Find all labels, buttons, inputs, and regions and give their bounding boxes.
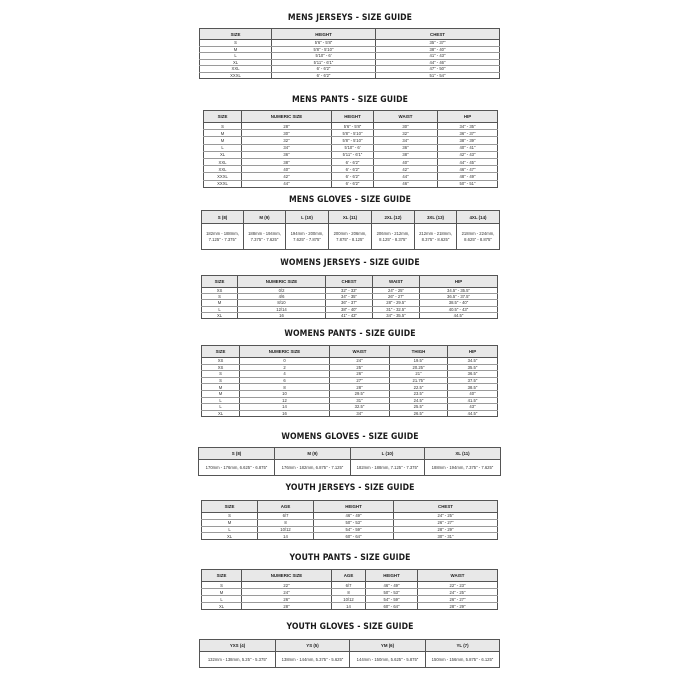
- table-cell: XS: [202, 288, 238, 294]
- table-cell: XS: [202, 358, 240, 365]
- table-cell: 24.5": [390, 397, 448, 404]
- table-cell: 38": [242, 158, 332, 165]
- table-cell: 21.75": [390, 377, 448, 384]
- table-cell: 12: [240, 397, 330, 404]
- table-cell: 34.5" - 35.5": [420, 288, 498, 294]
- table-cell: 6' - 6'2": [332, 173, 374, 180]
- table-cell: 38" - 40": [326, 306, 373, 312]
- table-cell: 32.5": [330, 404, 390, 411]
- womens-jerseys-column-header: CHEST: [326, 276, 373, 288]
- table-cell: 42": [374, 166, 438, 173]
- youth-gloves-column-header: YS (5): [276, 640, 350, 652]
- table-cell: 19.5": [390, 358, 448, 365]
- table-row: [202, 582, 498, 589]
- womens-gloves-header-row: [199, 448, 501, 460]
- womens-jerseys-title: WOMENS JERSEYS - SIZE GUIDE: [280, 258, 420, 268]
- mens-pants-column-header: HEIGHT: [332, 111, 374, 123]
- table-cell: 200mm - 206mm, 7.875" - 8.125": [329, 224, 372, 250]
- table-cell: 28": [330, 384, 390, 391]
- table-cell: 50" - 51": [438, 180, 498, 187]
- table-cell: 42": [242, 173, 332, 180]
- table-cell: S: [202, 294, 238, 300]
- table-cell: 16: [238, 312, 326, 318]
- table-row: [204, 130, 498, 137]
- table-cell: 31": [330, 397, 390, 404]
- womens-pants-column-header: NUMERIC SIZE: [240, 346, 330, 358]
- mens-jerseys-column-header: SIZE: [200, 29, 272, 40]
- table-cell: 170mm - 176mm, 6.625" - 6.875": [199, 460, 275, 476]
- table-cell: S: [202, 377, 240, 384]
- table-cell: L: [202, 397, 240, 404]
- table-cell: 188mm - 194mm, 7.375" - 7.625": [244, 224, 286, 250]
- mens-gloves-column-header: XL (11): [329, 211, 372, 224]
- table-cell: 26" - 27": [418, 596, 498, 603]
- table-row: [202, 224, 500, 250]
- table-cell: 6/7: [332, 582, 366, 589]
- table-cell: 28" - 29": [418, 603, 498, 610]
- table-cell: 31" - 32.5": [373, 306, 420, 312]
- youth-gloves-column-header: YL (7): [426, 640, 500, 652]
- mens-jerseys-header-row: [200, 29, 500, 40]
- table-cell: 132mm - 138mm, 5.25" - 5.375": [200, 652, 276, 668]
- table-cell: 50" - 53": [314, 519, 394, 526]
- table-cell: 5'8" - 5'10": [332, 137, 374, 144]
- table-cell: 41" - 43": [326, 312, 373, 318]
- table-cell: 176mm - 182mm, 6.875" - 7.125": [275, 460, 351, 476]
- table-cell: 25": [330, 364, 390, 371]
- table-cell: M: [204, 137, 242, 144]
- table-row: [204, 144, 498, 151]
- table-cell: 6' - 6'2": [332, 180, 374, 187]
- table-cell: L: [202, 404, 240, 411]
- mens-pants-header-row: [204, 111, 498, 123]
- table-cell: 41" - 43": [376, 53, 500, 60]
- youth-jerseys-title: YOUTH JERSEYS - SIZE GUIDE: [285, 483, 415, 493]
- table-cell: 8: [240, 384, 330, 391]
- table-cell: S: [202, 582, 242, 589]
- table-cell: 46" - 49": [314, 513, 394, 520]
- table-cell: 21": [390, 371, 448, 378]
- mens-pants-title: MENS PANTS - SIZE GUIDE: [292, 95, 408, 105]
- table-cell: 26": [330, 371, 390, 378]
- table-cell: 22.5": [390, 384, 448, 391]
- table-cell: 4: [240, 371, 330, 378]
- youth-jerseys-column-header: AGE: [258, 501, 314, 513]
- table-cell: 8: [258, 519, 314, 526]
- table-cell: 41.5": [448, 397, 498, 404]
- table-row: [202, 377, 498, 384]
- table-cell: 24" - 25": [418, 589, 498, 596]
- table-cell: 36" - 37": [438, 130, 498, 137]
- youth-jerseys-column-header: CHEST: [394, 501, 498, 513]
- table-cell: 10/12: [258, 526, 314, 533]
- womens-gloves-table: [198, 447, 501, 476]
- table-cell: 24": [330, 358, 390, 365]
- table-row: [202, 390, 498, 397]
- table-cell: L: [202, 526, 258, 533]
- table-cell: M: [204, 130, 242, 137]
- table-cell: 10: [240, 390, 330, 397]
- table-row: [204, 151, 498, 158]
- table-cell: 40": [448, 390, 498, 397]
- table-cell: 182mm - 188mm, 7.125" - 7.375": [202, 224, 244, 250]
- womens-pants-table: [201, 345, 498, 417]
- table-cell: 36": [242, 151, 332, 158]
- table-row: [204, 173, 498, 180]
- mens-pants-column-header: HIP: [438, 111, 498, 123]
- table-cell: 44" - 46": [376, 59, 500, 66]
- table-cell: 37.5": [448, 377, 498, 384]
- table-row: [204, 166, 498, 173]
- table-cell: 34": [330, 410, 390, 417]
- table-row: [202, 533, 498, 540]
- table-cell: 40" - 41": [438, 144, 498, 151]
- womens-jerseys-header-row: [202, 276, 498, 288]
- table-cell: 38": [374, 151, 438, 158]
- table-cell: 28" - 29.5": [373, 300, 420, 306]
- womens-jerseys-column-header: SIZE: [202, 276, 238, 288]
- table-cell: XXL: [200, 66, 272, 73]
- mens-pants-table: [203, 110, 498, 188]
- table-cell: 43": [448, 404, 498, 411]
- table-cell: 54" - 59": [366, 596, 418, 603]
- table-cell: 36" - 37": [326, 300, 373, 306]
- table-row: [202, 589, 498, 596]
- table-cell: S: [200, 40, 272, 47]
- table-cell: 36.5" - 37.5": [420, 294, 498, 300]
- table-row: [204, 137, 498, 144]
- table-cell: S: [202, 513, 258, 520]
- table-cell: 34": [374, 137, 438, 144]
- table-cell: 150mm - 156mm, 5.875" - 6.125": [426, 652, 500, 668]
- table-cell: 32": [242, 137, 332, 144]
- youth-pants-column-header: HEIGHT: [366, 570, 418, 582]
- youth-jerseys-table: [201, 500, 498, 540]
- table-cell: 38.5" - 40": [420, 300, 498, 306]
- womens-gloves-column-header: S (8): [199, 448, 275, 460]
- table-cell: 4/6: [238, 294, 326, 300]
- table-cell: 34" - 35.5": [373, 312, 420, 318]
- table-cell: 44": [242, 180, 332, 187]
- table-cell: XL: [204, 151, 242, 158]
- table-cell: XL: [202, 410, 240, 417]
- table-cell: 0: [240, 358, 330, 365]
- table-cell: 34": [242, 144, 332, 151]
- table-cell: 46": [374, 180, 438, 187]
- table-cell: 5'8" - 5'10": [272, 46, 376, 53]
- mens-gloves-column-header: 2XL (12): [372, 211, 415, 224]
- table-cell: 6' - 6'2": [272, 72, 376, 79]
- table-cell: 44" - 45": [438, 158, 498, 165]
- table-cell: 60" - 64": [314, 533, 394, 540]
- table-cell: M: [202, 390, 240, 397]
- table-cell: 28" - 29": [394, 526, 498, 533]
- table-row: [199, 460, 501, 476]
- table-cell: 26" - 27": [394, 519, 498, 526]
- table-cell: 32" - 33": [326, 288, 373, 294]
- table-cell: XL: [202, 533, 258, 540]
- table-row: [202, 384, 498, 391]
- mens-gloves-column-header: 3XL (13): [415, 211, 457, 224]
- table-cell: XXL: [204, 158, 242, 165]
- table-cell: 24": [242, 589, 332, 596]
- youth-pants-column-header: WAIST: [418, 570, 498, 582]
- table-cell: 40": [374, 158, 438, 165]
- table-row: [202, 404, 498, 411]
- table-cell: 22" - 23": [418, 582, 498, 589]
- table-cell: 6' - 6'2": [272, 66, 376, 73]
- womens-pants-column-header: THIGH: [390, 346, 448, 358]
- youth-pants-column-header: SIZE: [202, 570, 242, 582]
- table-cell: 44.5": [448, 410, 498, 417]
- table-cell: 5'6" - 5'8": [332, 123, 374, 130]
- table-cell: 26": [242, 596, 332, 603]
- table-cell: 27": [330, 377, 390, 384]
- table-cell: 34.5": [448, 358, 498, 365]
- table-cell: 28": [242, 123, 332, 130]
- table-cell: XS: [202, 364, 240, 371]
- table-cell: 138mm - 144mm, 5.375" - 5.625": [276, 652, 350, 668]
- youth-jerseys-column-header: SIZE: [202, 501, 258, 513]
- table-cell: 38" - 39": [438, 137, 498, 144]
- table-cell: 26" - 27": [373, 294, 420, 300]
- table-cell: M: [200, 46, 272, 53]
- table-cell: 29.5": [330, 390, 390, 397]
- womens-jerseys-column-header: WAIST: [373, 276, 420, 288]
- youth-gloves-column-header: YM (6): [350, 640, 426, 652]
- table-cell: L: [202, 596, 242, 603]
- womens-gloves-column-header: L (10): [351, 448, 425, 460]
- table-cell: 51" - 54": [376, 72, 500, 79]
- table-cell: 12/14: [238, 306, 326, 312]
- womens-jerseys-column-header: NUMERIC SIZE: [238, 276, 326, 288]
- table-row: [202, 364, 498, 371]
- youth-pants-header-row: [202, 570, 498, 582]
- table-cell: 35" - 37": [376, 40, 500, 47]
- table-cell: 2: [240, 364, 330, 371]
- table-cell: 35.5": [448, 364, 498, 371]
- table-cell: XL: [202, 603, 242, 610]
- table-cell: XXXL: [204, 173, 242, 180]
- table-cell: 36.5": [448, 371, 498, 378]
- mens-gloves-title: MENS GLOVES - SIZE GUIDE: [288, 195, 412, 205]
- table-cell: 16: [240, 410, 330, 417]
- youth-gloves-header-row: [200, 640, 500, 652]
- table-cell: 206mm - 212mm, 8.125" - 8.375": [372, 224, 415, 250]
- table-cell: 6/7: [258, 513, 314, 520]
- mens-jerseys-column-header: HEIGHT: [272, 29, 376, 40]
- table-cell: 40": [242, 166, 332, 173]
- table-cell: 8: [332, 589, 366, 596]
- table-cell: 188mm - 194mm, 7.375" - 7.625": [425, 460, 501, 476]
- table-cell: M: [202, 384, 240, 391]
- mens-pants-column-header: NUMERIC SIZE: [242, 111, 332, 123]
- table-cell: XL: [200, 59, 272, 66]
- table-cell: 23.5": [390, 390, 448, 397]
- youth-pants-column-header: NUMERIC SIZE: [242, 570, 332, 582]
- table-cell: 6' - 6'2": [332, 166, 374, 173]
- table-row: [202, 397, 498, 404]
- table-cell: 24" - 25": [394, 513, 498, 520]
- youth-jerseys-column-header: HEIGHT: [314, 501, 394, 513]
- mens-jerseys-title: MENS JERSEYS - SIZE GUIDE: [287, 13, 413, 23]
- youth-gloves-table: [199, 639, 500, 668]
- table-cell: 46" - 47": [438, 166, 498, 173]
- table-cell: 24" - 25": [373, 288, 420, 294]
- table-cell: 6: [240, 377, 330, 384]
- table-row: [204, 158, 498, 165]
- table-cell: 14: [332, 603, 366, 610]
- table-cell: 8/10: [238, 300, 326, 306]
- table-row: [204, 180, 498, 187]
- table-cell: XXXL: [204, 180, 242, 187]
- mens-gloves-column-header: S (8): [202, 211, 244, 224]
- table-row: [202, 358, 498, 365]
- table-cell: 34" - 35": [326, 294, 373, 300]
- table-cell: 40.5" - 43": [420, 306, 498, 312]
- table-row: [202, 603, 498, 610]
- table-cell: 38" - 40": [376, 46, 500, 53]
- table-cell: XXL: [204, 166, 242, 173]
- womens-jerseys-column-header: HIP: [420, 276, 498, 288]
- table-cell: 20.25": [390, 364, 448, 371]
- mens-pants-column-header: WAIST: [374, 111, 438, 123]
- table-cell: 5'11" - 6'1": [272, 59, 376, 66]
- womens-gloves-column-header: M (9): [275, 448, 351, 460]
- youth-pants-title: YOUTH PANTS - SIZE GUIDE: [289, 553, 411, 563]
- mens-pants-column-header: SIZE: [204, 111, 242, 123]
- youth-pants-column-header: AGE: [332, 570, 366, 582]
- table-cell: 34" - 35": [438, 123, 498, 130]
- table-cell: 44.5": [420, 312, 498, 318]
- table-cell: 30": [242, 130, 332, 137]
- mens-jerseys-table: [199, 28, 500, 79]
- table-cell: S: [202, 371, 240, 378]
- table-cell: 32": [374, 130, 438, 137]
- table-cell: 14: [240, 404, 330, 411]
- table-cell: 36": [374, 144, 438, 151]
- table-cell: 182mm - 188mm, 7.125" - 7.375": [351, 460, 425, 476]
- table-row: [202, 513, 498, 520]
- table-row: [200, 652, 500, 668]
- mens-gloves-column-header: M (9): [244, 211, 286, 224]
- womens-pants-column-header: SIZE: [202, 346, 240, 358]
- mens-gloves-header-row: [202, 211, 500, 224]
- table-row: [200, 72, 500, 79]
- table-row: [202, 596, 498, 603]
- table-cell: 0/2: [238, 288, 326, 294]
- table-cell: 25.5": [390, 404, 448, 411]
- table-cell: 10/12: [332, 596, 366, 603]
- mens-gloves-table: [201, 210, 500, 250]
- mens-gloves-column-header: 4XL (14): [457, 211, 500, 224]
- table-cell: 38.5": [448, 384, 498, 391]
- table-cell: 14: [258, 533, 314, 540]
- table-cell: XL: [202, 312, 238, 318]
- table-row: [202, 312, 498, 318]
- mens-jerseys-column-header: CHEST: [376, 29, 500, 40]
- table-cell: 5'8" - 5'10": [332, 130, 374, 137]
- table-cell: M: [202, 589, 242, 596]
- table-cell: M: [202, 300, 238, 306]
- womens-pants-title: WOMENS PANTS - SIZE GUIDE: [284, 329, 416, 339]
- table-cell: 144mm - 150mm, 5.625" - 5.875": [350, 652, 426, 668]
- table-cell: L: [200, 53, 272, 60]
- table-cell: L: [202, 306, 238, 312]
- table-row: [202, 526, 498, 533]
- table-cell: 5'10" - 6': [332, 144, 374, 151]
- table-cell: 22": [242, 582, 332, 589]
- table-row: [202, 519, 498, 526]
- table-cell: 48" - 49": [438, 173, 498, 180]
- table-cell: 44": [374, 173, 438, 180]
- table-cell: M: [202, 519, 258, 526]
- table-cell: 30" - 31": [394, 533, 498, 540]
- table-cell: 6' - 6'2": [332, 158, 374, 165]
- table-cell: 30": [374, 123, 438, 130]
- table-cell: L: [204, 144, 242, 151]
- youth-pants-table: [201, 569, 498, 610]
- table-cell: 42" - 43": [438, 151, 498, 158]
- table-cell: 60" - 64": [366, 603, 418, 610]
- table-cell: 5'10" - 6': [272, 53, 376, 60]
- table-cell: 212mm - 218mm, 8.375" - 8.625": [415, 224, 457, 250]
- youth-gloves-column-header: YXS (4): [200, 640, 276, 652]
- table-row: [202, 371, 498, 378]
- womens-pants-header-row: [202, 346, 498, 358]
- table-cell: 50" - 53": [366, 589, 418, 596]
- table-cell: S: [204, 123, 242, 130]
- youth-jerseys-header-row: [202, 501, 498, 513]
- table-cell: 28": [242, 603, 332, 610]
- table-row: [202, 410, 498, 417]
- table-cell: 218mm - 224mm, 8.625" - 8.875": [457, 224, 500, 250]
- womens-pants-column-header: WAIST: [330, 346, 390, 358]
- table-cell: 46" - 49": [366, 582, 418, 589]
- table-cell: 54" - 59": [314, 526, 394, 533]
- womens-pants-column-header: HIP: [448, 346, 498, 358]
- womens-gloves-title: WOMENS GLOVES - SIZE GUIDE: [281, 432, 419, 442]
- table-cell: 5'11" - 6'1": [332, 151, 374, 158]
- womens-gloves-column-header: XL (11): [425, 448, 501, 460]
- table-cell: 194mm - 200mm, 7.625" - 7.875": [286, 224, 329, 250]
- youth-gloves-title: YOUTH GLOVES - SIZE GUIDE: [286, 622, 414, 632]
- table-cell: 5'6" - 5'8": [272, 40, 376, 47]
- table-row: [204, 123, 498, 130]
- mens-gloves-column-header: L (10): [286, 211, 329, 224]
- table-cell: XXXL: [200, 72, 272, 79]
- womens-jerseys-table: [201, 275, 498, 319]
- table-cell: 47" - 50": [376, 66, 500, 73]
- table-cell: 26.5": [390, 410, 448, 417]
